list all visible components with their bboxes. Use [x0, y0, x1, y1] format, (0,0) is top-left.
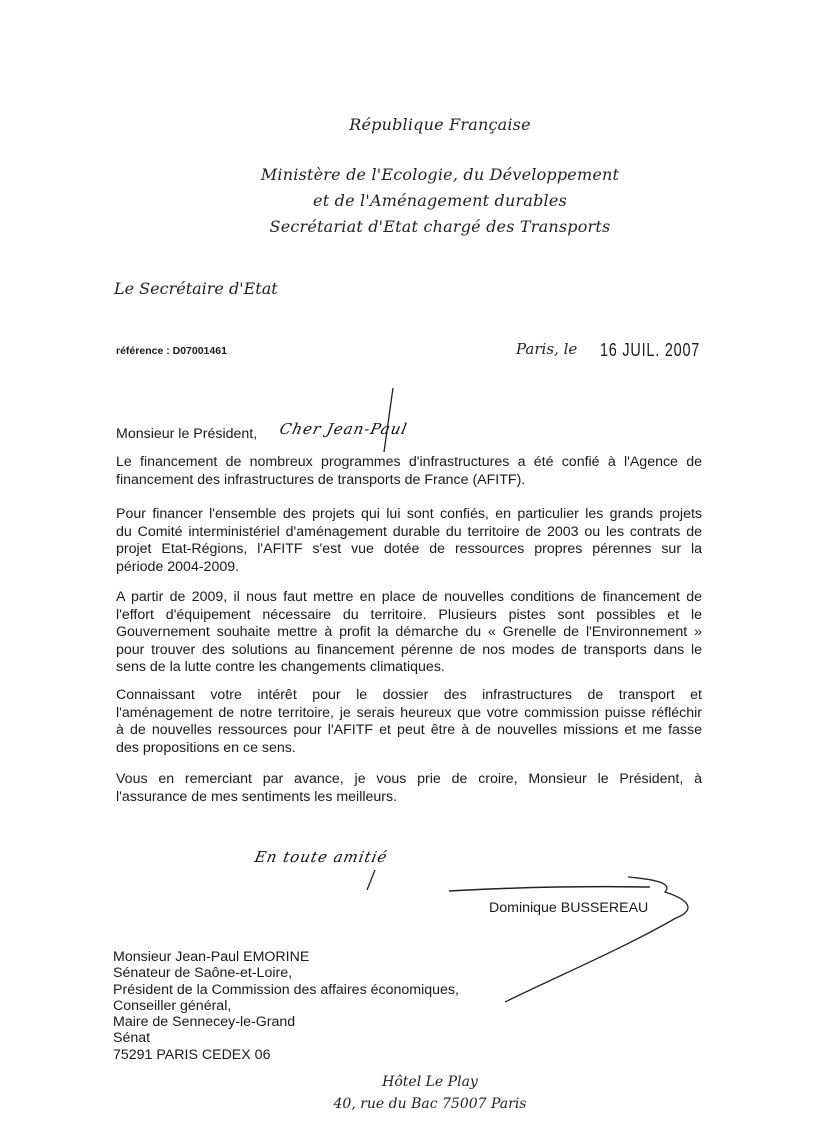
- paragraph-line: l'aménagement de notre territoire, je serais heureux que votre commission puisse réfléchir: [116, 704, 702, 721]
- paragraph-line: l'effort d'équipement nécessaire du territoire. Plusieurs pistes sont possibles et le: [116, 606, 702, 623]
- address-line: Sénat: [113, 1030, 151, 1047]
- paragraph-line: Le financement de nombreux programmes d'infrastructures a été confié à l'Agence de: [116, 454, 702, 470]
- paragraph-line: sens de la lutte contre les changements climatiques.: [116, 659, 445, 675]
- letterhead-secretariat: Secrétariat d'Etat chargé des Transports: [269, 217, 611, 236]
- address-line: Conseiller général,: [113, 997, 232, 1014]
- paragraph-line: l'assurance de mes sentiments les meilleurs.: [116, 788, 398, 805]
- date-place: Paris, le: [516, 340, 578, 358]
- footer-address: 40, rue du Bac 75007 Paris: [333, 1096, 527, 1112]
- footer-building: Hôtel Le Play: [382, 1074, 478, 1090]
- reference-number: référence : D07001461: [116, 345, 227, 357]
- paragraph-line: projet Etat-Régions, l'AFITF s'est vue dotée de ressources propres pérennes sur la: [116, 541, 702, 557]
- body-paragraph: [116, 589, 702, 677]
- address-line: 75291 PARIS CEDEX 06: [113, 1046, 271, 1063]
- paragraph-line: Connaissant votre intérêt pour le dossier des infrastructures de transport et: [116, 687, 702, 703]
- paragraph-line: à de nouvelles ressources pour l'AFITF et peut être à de nouvelles missions et me fasse: [116, 722, 702, 738]
- address-line: Sénateur de Saône-et-Loire,: [113, 965, 293, 982]
- date-stamp: 16 JUIL. 2007: [600, 340, 701, 360]
- sender-title: Le Secrétaire d'Etat: [114, 279, 278, 298]
- signatory-name: Dominique BUSSEREAU: [489, 900, 649, 916]
- handwritten-closing: En toute amitié: [253, 848, 390, 866]
- paragraph-line: du Comité interministériel d'aménagement durable du territoire de 2003 ou les contrats de: [116, 523, 702, 540]
- recipient-address: [113, 949, 459, 1063]
- letterhead-ministry-line2: et de l'Aménagement durables: [313, 191, 567, 210]
- address-line: Maire de Sennecey-le-Grand: [113, 1014, 296, 1031]
- paragraph-line: des propositions en ce sens.: [116, 739, 296, 756]
- body-paragraph: [116, 771, 702, 806]
- paragraph-line: financement des infrastructures de transports de France (AFITF).: [116, 471, 526, 488]
- address-line: Président de la Commission des affaires économiques,: [113, 981, 459, 998]
- letterhead-republic: République Française: [349, 115, 531, 134]
- handwritten-greeting: Cher Jean-Paul: [278, 420, 410, 438]
- address-line: Monsieur Jean-Paul EMORINE: [113, 949, 310, 965]
- body-paragraph: [116, 454, 702, 489]
- body-paragraph: [116, 687, 702, 757]
- body-paragraph: [116, 506, 702, 576]
- salutation: Monsieur le Président,: [116, 426, 258, 442]
- paragraph-line: A partir de 2009, il nous faut mettre en place de nouvelles conditions de financement de: [116, 589, 702, 605]
- paragraph-line: Pour financer l'ensemble des projets qui lui sont confiés, en particulier les grands projets: [116, 506, 702, 522]
- paragraph-line: Vous en remerciant par avance, je vous prie de croire, Monsieur le Président, à: [116, 771, 702, 787]
- paragraph-line: période 2004-2009.: [116, 558, 240, 575]
- paragraph-line: pour trouver des solutions au financement pérenne de nos modes de transports dans le: [116, 641, 702, 658]
- paragraph-line: Gouvernement souhaite mettre à profit la démarche du « Grenelle de l'Environnement »: [116, 624, 702, 640]
- letterhead-ministry-line1: Ministère de l'Ecologie, du Développement: [260, 165, 620, 184]
